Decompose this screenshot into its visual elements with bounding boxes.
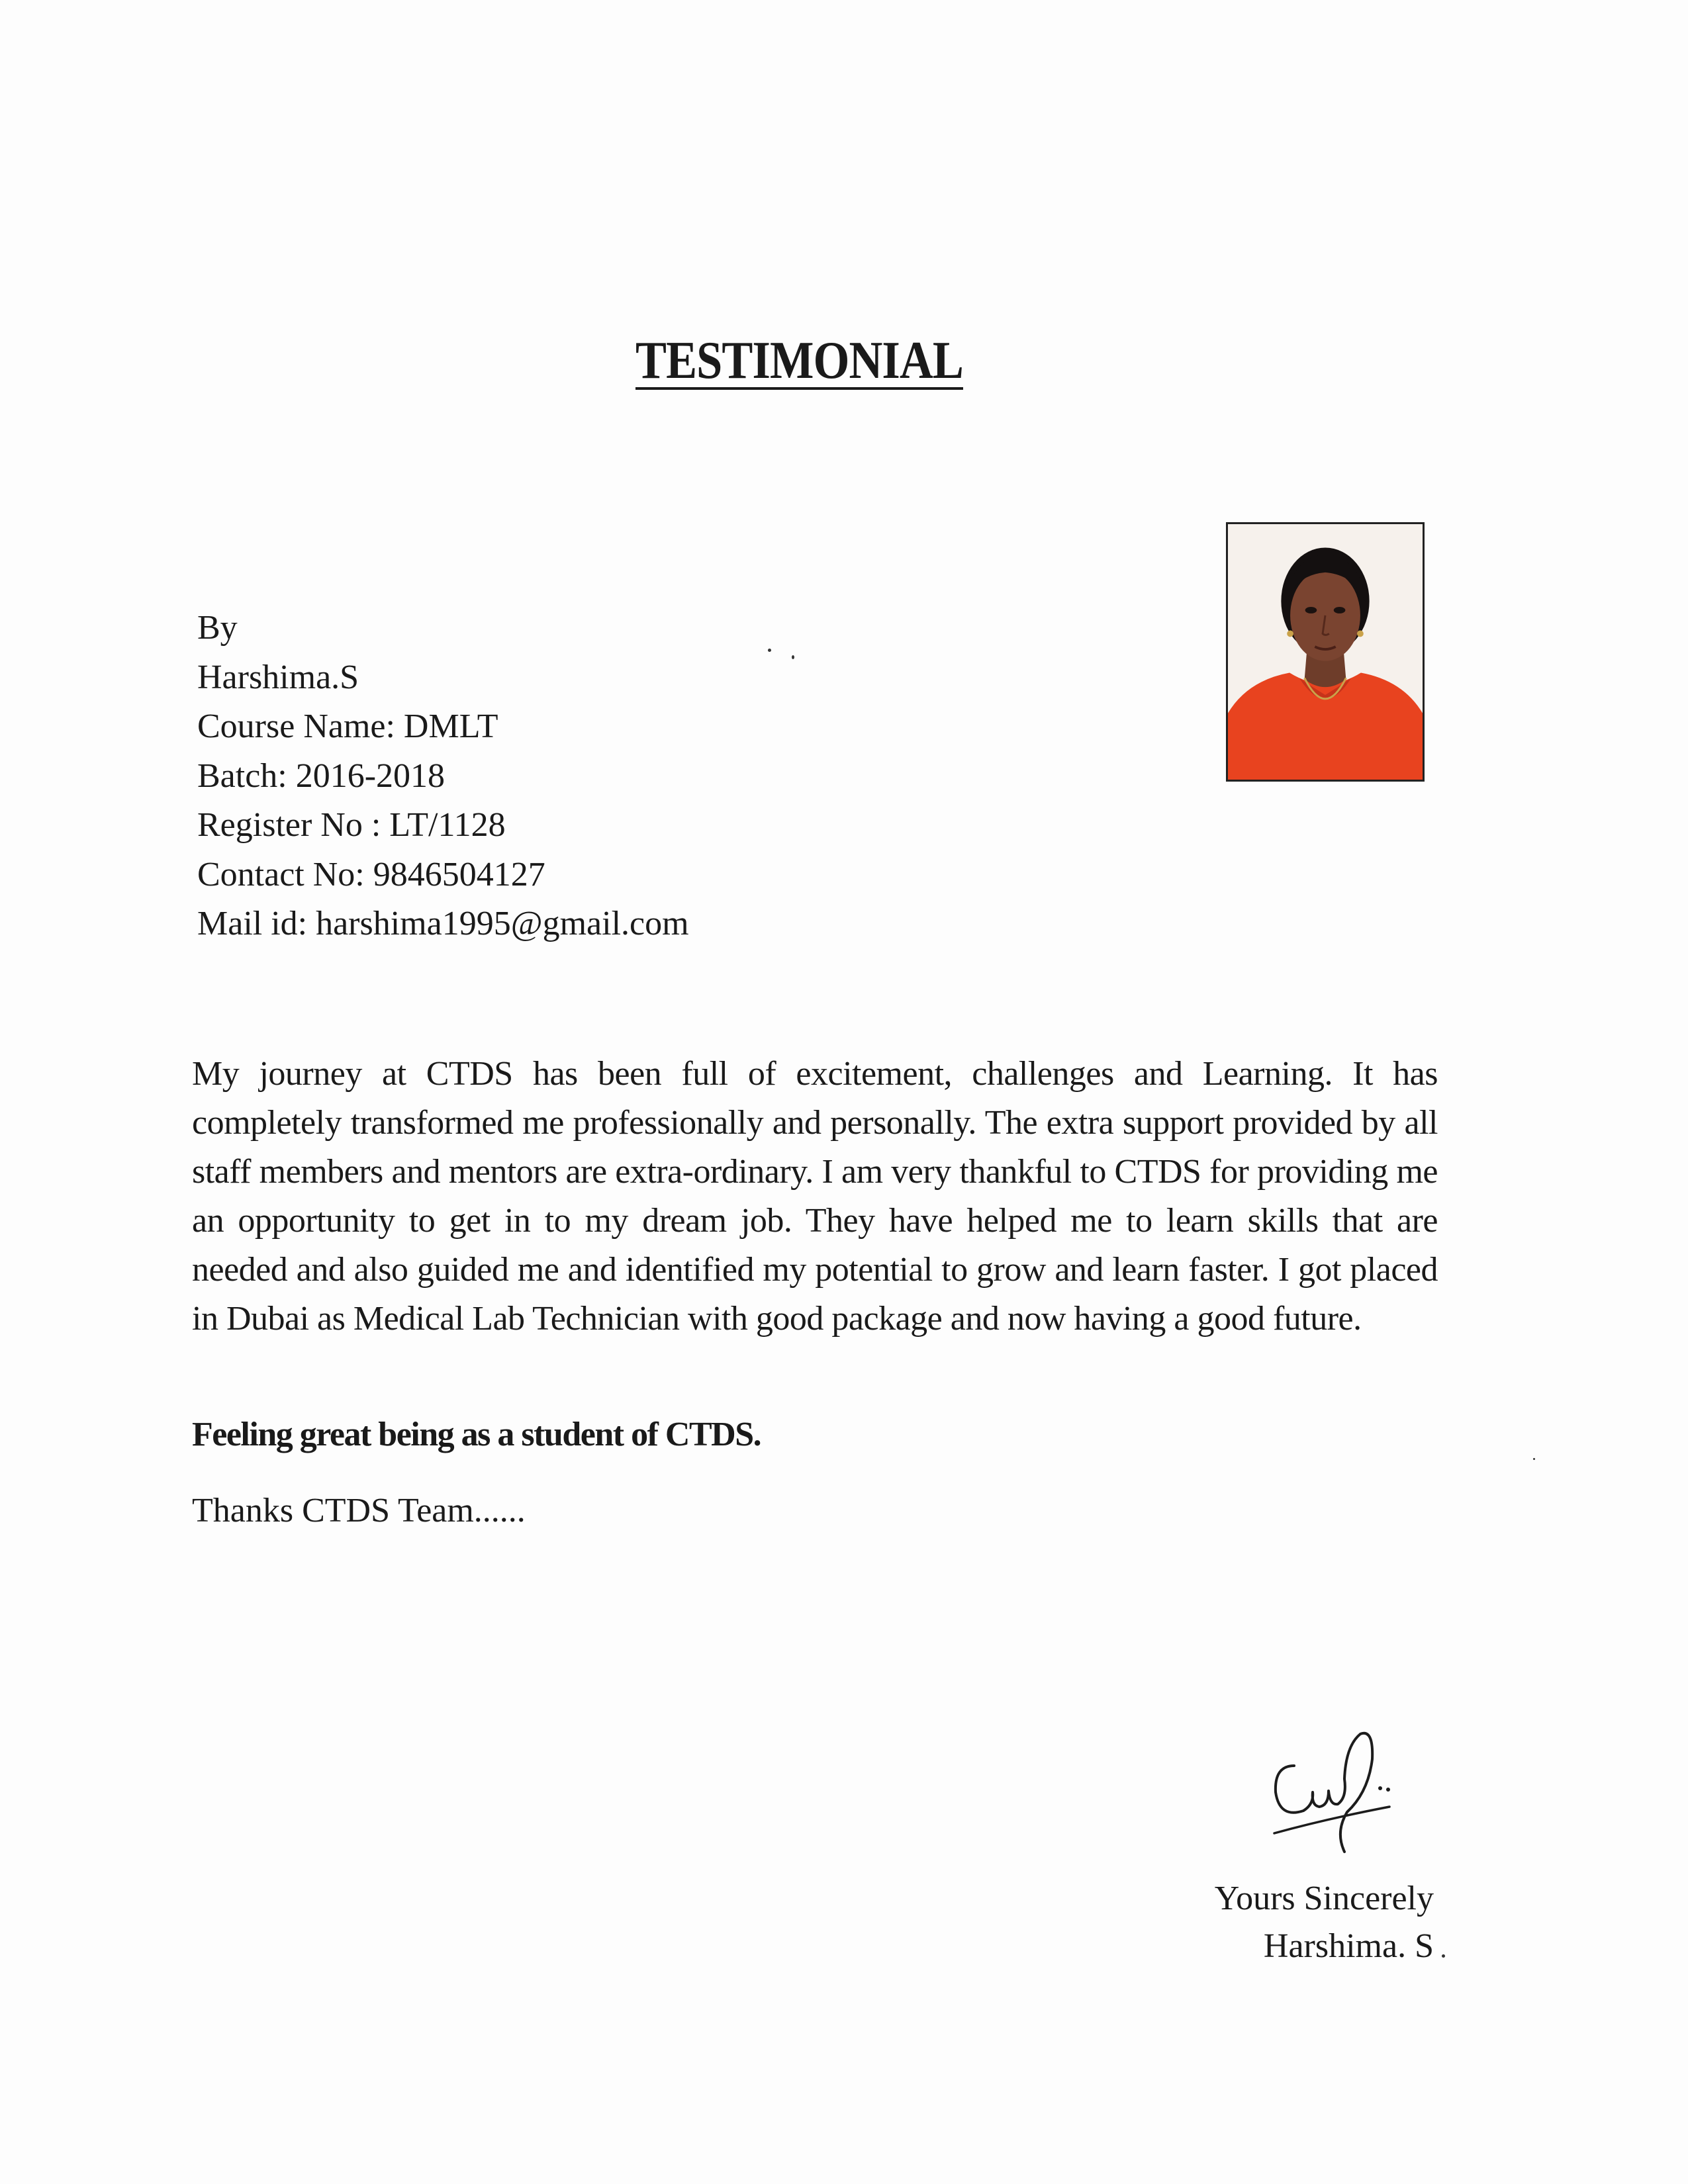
passport-photo-icon bbox=[1226, 522, 1425, 782]
signature-stroke bbox=[1248, 1719, 1407, 1865]
closing-block bbox=[1125, 1875, 1434, 1970]
scan-speck bbox=[1533, 1458, 1535, 1460]
emphasis-line: Feeling great being as a student of CTDS. bbox=[192, 1416, 761, 1453]
scan-speck bbox=[1442, 1954, 1445, 1958]
author-name: Harshima.S bbox=[197, 658, 359, 696]
signed-name: Harshima. S bbox=[1263, 1927, 1434, 1965]
salutation: Yours Sincerely bbox=[1214, 1880, 1434, 1917]
thanks-line: Thanks CTDS Team...... bbox=[192, 1492, 526, 1529]
by-label: By bbox=[197, 609, 238, 647]
contact-number: Contact No: 9846504127 bbox=[197, 855, 545, 893]
handwritten-signature-icon bbox=[1248, 1719, 1407, 1865]
scan-speck bbox=[792, 655, 794, 659]
scan-speck bbox=[768, 649, 771, 652]
course-name: Course Name: DMLT bbox=[197, 707, 498, 745]
testimonial-body: My journey at CTDS has been full of excitement, challenges and Learning. It has completely transformed me professionally and personally. The extra support provided by all staff members and mentors are extra-ordinary. I am very thankful to CTDS for providing me an opportunity to get in to my dream job. They have helped me to learn skills that are needed and also guided me and identified my potential to grow and learn faster. I got placed in Dubai as Medical Lab Technician with good package and now having a good future. bbox=[192, 1055, 1438, 1338]
mail-id: Mail id: harshima1995@gmail.com bbox=[197, 905, 689, 942]
batch: Batch: 2016-2018 bbox=[197, 756, 445, 795]
author-details bbox=[197, 604, 689, 949]
document-title: TESTIMONIAL bbox=[635, 332, 963, 390]
register-number: Register No : LT/1128 bbox=[197, 806, 506, 844]
portrait-illustration bbox=[1228, 524, 1423, 780]
